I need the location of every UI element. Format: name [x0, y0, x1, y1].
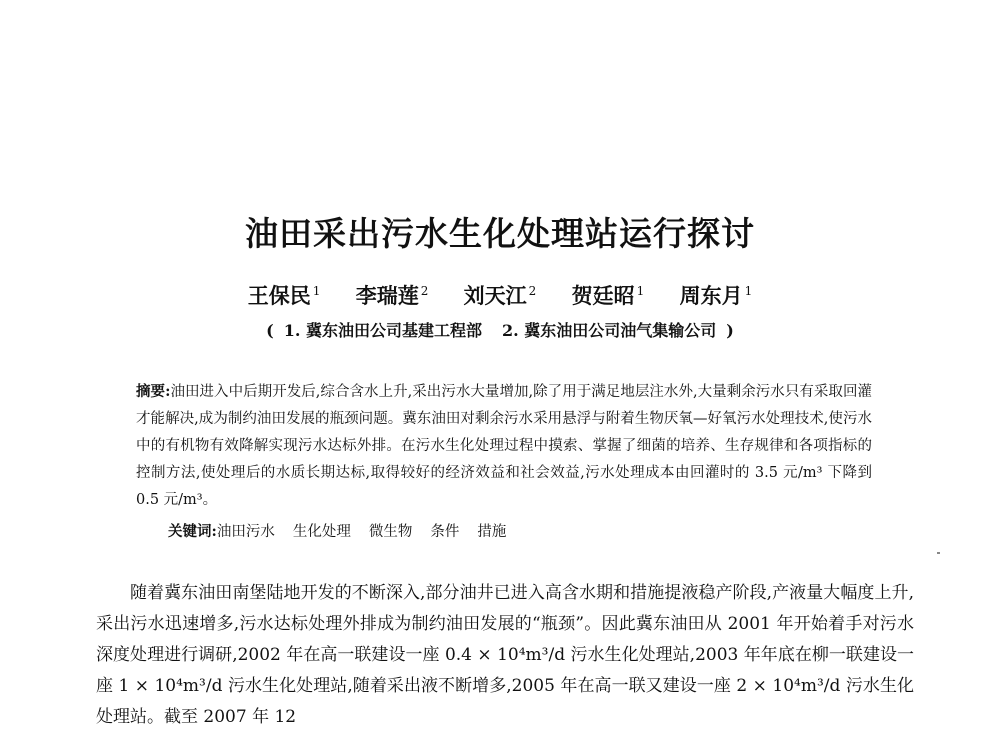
keyword: 油田污水	[216, 524, 275, 540]
keywords-label: 关键词:	[168, 523, 217, 540]
affiliation-2: 2. 冀东油田公司油气集输公司	[502, 321, 717, 340]
author-name: 周东月	[679, 283, 743, 308]
author	[356, 280, 429, 310]
author-affiliation-mark: 2	[528, 284, 537, 298]
paper-title: 油田采出污水生化处理站运行探讨	[245, 214, 755, 253]
affiliations-open-paren: (	[266, 321, 274, 340]
abstract	[136, 378, 872, 514]
author-affiliation-mark: 2	[420, 284, 429, 298]
keyword: 条件	[430, 524, 460, 540]
abstract-label: 摘要:	[136, 383, 171, 400]
affiliation-1: 1. 冀东油田公司基建工程部	[283, 321, 482, 340]
author-list	[0, 280, 1000, 310]
author-name: 王保民	[247, 283, 311, 308]
author	[680, 280, 753, 310]
body-paragraph: 随着冀东油田南堡陆地开发的不断深入,部分油井已进入高含水期和措施提液稳产阶段,产液量大幅度上升,采出污水迅速增多,污水达标处理外排成为制约油田发展的“瓶颈”。因此冀东油田从 2001 年开始着手对污水深度处理进行调研,2002 年在高一联建设一座 0.4 × 10⁴m³/d 污水生化处理站,2003 年年底在柳一联建设一座 1 × 10⁴m³/d 污水生化处理站,随着采出液不断增多,2005 年在高一联又建设一座 2 × 10⁴m³/d 污水生化处理站。截至 2007 年 12	[96, 583, 914, 727]
author-affiliation-mark: 1	[636, 284, 645, 298]
author	[572, 280, 645, 310]
keyword: 措施	[477, 524, 507, 540]
author	[464, 280, 537, 310]
keyword: 微生物	[368, 524, 413, 540]
keywords	[168, 518, 524, 546]
affiliations-close-paren: )	[726, 321, 734, 340]
author-affiliation-mark: 1	[744, 284, 753, 298]
affiliations	[0, 318, 1000, 341]
author	[248, 280, 321, 310]
author-affiliation-mark: 1	[312, 284, 321, 298]
author-name: 刘天江	[463, 283, 527, 308]
scan-speck	[937, 552, 940, 554]
keyword: 生化处理	[292, 524, 351, 540]
author-name: 李瑞莲	[355, 283, 419, 308]
abstract-text: 油田进入中后期开发后,综合含水上升,采出污水大量增加,除了用于满足地层注水外,大量剩余污水只有采取回灌才能解决,成为制约油田发展的瓶颈问题。冀东油田对剩余污水采用悬浮与附着生物厌氧—好氧污水处理技术,使污水中的有机物有效降解实现污水达标外排。在污水生化处理过程中摸索、掌握了细菌的培养、生存规律和各项指标的控制方法,使处理后的水质长期达标,取得较好的经济效益和社会效益,污水处理成本由回灌时的 3.5 元/m³ 下降到 0.5 元/m³。	[136, 384, 872, 508]
author-name: 贺廷昭	[571, 283, 635, 308]
